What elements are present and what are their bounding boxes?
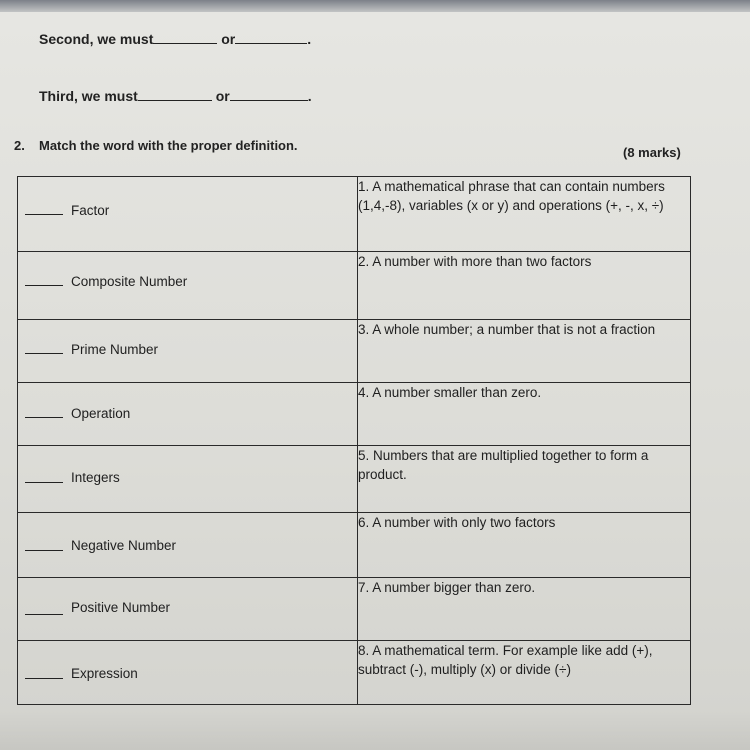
- answer-blank-6[interactable]: [25, 550, 63, 551]
- term-cell: [18, 320, 358, 383]
- page-bottom-shadow: [0, 710, 750, 750]
- table-row: [18, 641, 691, 705]
- term-cell: [18, 446, 358, 513]
- question-marks: (8 marks): [623, 145, 681, 160]
- definition-cell: 2. A number with more than two factors: [358, 252, 691, 320]
- term-cell: [18, 578, 358, 641]
- blank-third-a[interactable]: [138, 88, 212, 101]
- question-prompt: Match the word with the proper definition.: [39, 138, 298, 153]
- definition-cell: 7. A number bigger than zero.: [358, 578, 691, 641]
- term-label: Prime Number: [71, 342, 159, 357]
- answer-blank-8[interactable]: [25, 678, 63, 679]
- answer-blank-3[interactable]: [25, 353, 63, 354]
- fill-in-second-lead: Second, we must: [39, 31, 154, 47]
- term-label: Composite Number: [71, 274, 188, 289]
- answer-blank-7[interactable]: [25, 614, 63, 615]
- definition-cell: 5. Numbers that are multiplied together to form a product.: [358, 446, 691, 513]
- term-cell: [18, 252, 358, 320]
- answer-blank-5[interactable]: [25, 482, 63, 483]
- fill-in-third-or: or: [215, 88, 230, 104]
- blank-third-b[interactable]: [230, 88, 308, 101]
- term-cell: [18, 177, 358, 252]
- table-row: [18, 513, 691, 578]
- definition-cell: 8. A mathematical term. For example like add (+), subtract (-), multiply (x) or divide (÷): [358, 641, 691, 705]
- matching-table: [17, 176, 691, 705]
- answer-blank-1[interactable]: [25, 214, 63, 215]
- definition-cell: 4. A number smaller than zero.: [358, 383, 691, 446]
- term-label: Operation: [71, 406, 131, 421]
- blank-second-a[interactable]: [153, 31, 217, 44]
- screen-top-edge: [0, 0, 750, 12]
- term-label: Negative Number: [71, 538, 177, 553]
- term-cell: [18, 641, 358, 705]
- term-label: Integers: [71, 470, 120, 485]
- table-row: [18, 320, 691, 383]
- term-cell: [18, 383, 358, 446]
- table-row: [18, 446, 691, 513]
- fill-in-third-lead: Third, we must: [39, 88, 138, 104]
- term-cell: [18, 513, 358, 578]
- fill-in-third: [39, 88, 312, 104]
- fill-in-second-or: or: [221, 31, 236, 47]
- fill-in-second-end: .: [307, 31, 312, 47]
- answer-blank-2[interactable]: [25, 285, 63, 286]
- definition-cell: 3. A whole number; a number that is not a fraction: [358, 320, 691, 383]
- table-row: [18, 177, 691, 252]
- term-label: Expression: [71, 666, 138, 681]
- term-label: Factor: [71, 203, 110, 218]
- fill-in-second: [39, 31, 311, 47]
- fill-in-third-end: .: [307, 88, 312, 104]
- blank-second-b[interactable]: [235, 31, 307, 44]
- term-label: Positive Number: [71, 600, 171, 615]
- answer-blank-4[interactable]: [25, 417, 63, 418]
- table-row: [18, 252, 691, 320]
- definition-cell: 1. A mathematical phrase that can contain numbers (1,4,-8), variables (x or y) and operations (+, -, x, ÷): [358, 177, 691, 252]
- table-row: [18, 383, 691, 446]
- table-row: [18, 578, 691, 641]
- definition-cell: 6. A number with only two factors: [358, 513, 691, 578]
- question-number: 2.: [14, 138, 25, 153]
